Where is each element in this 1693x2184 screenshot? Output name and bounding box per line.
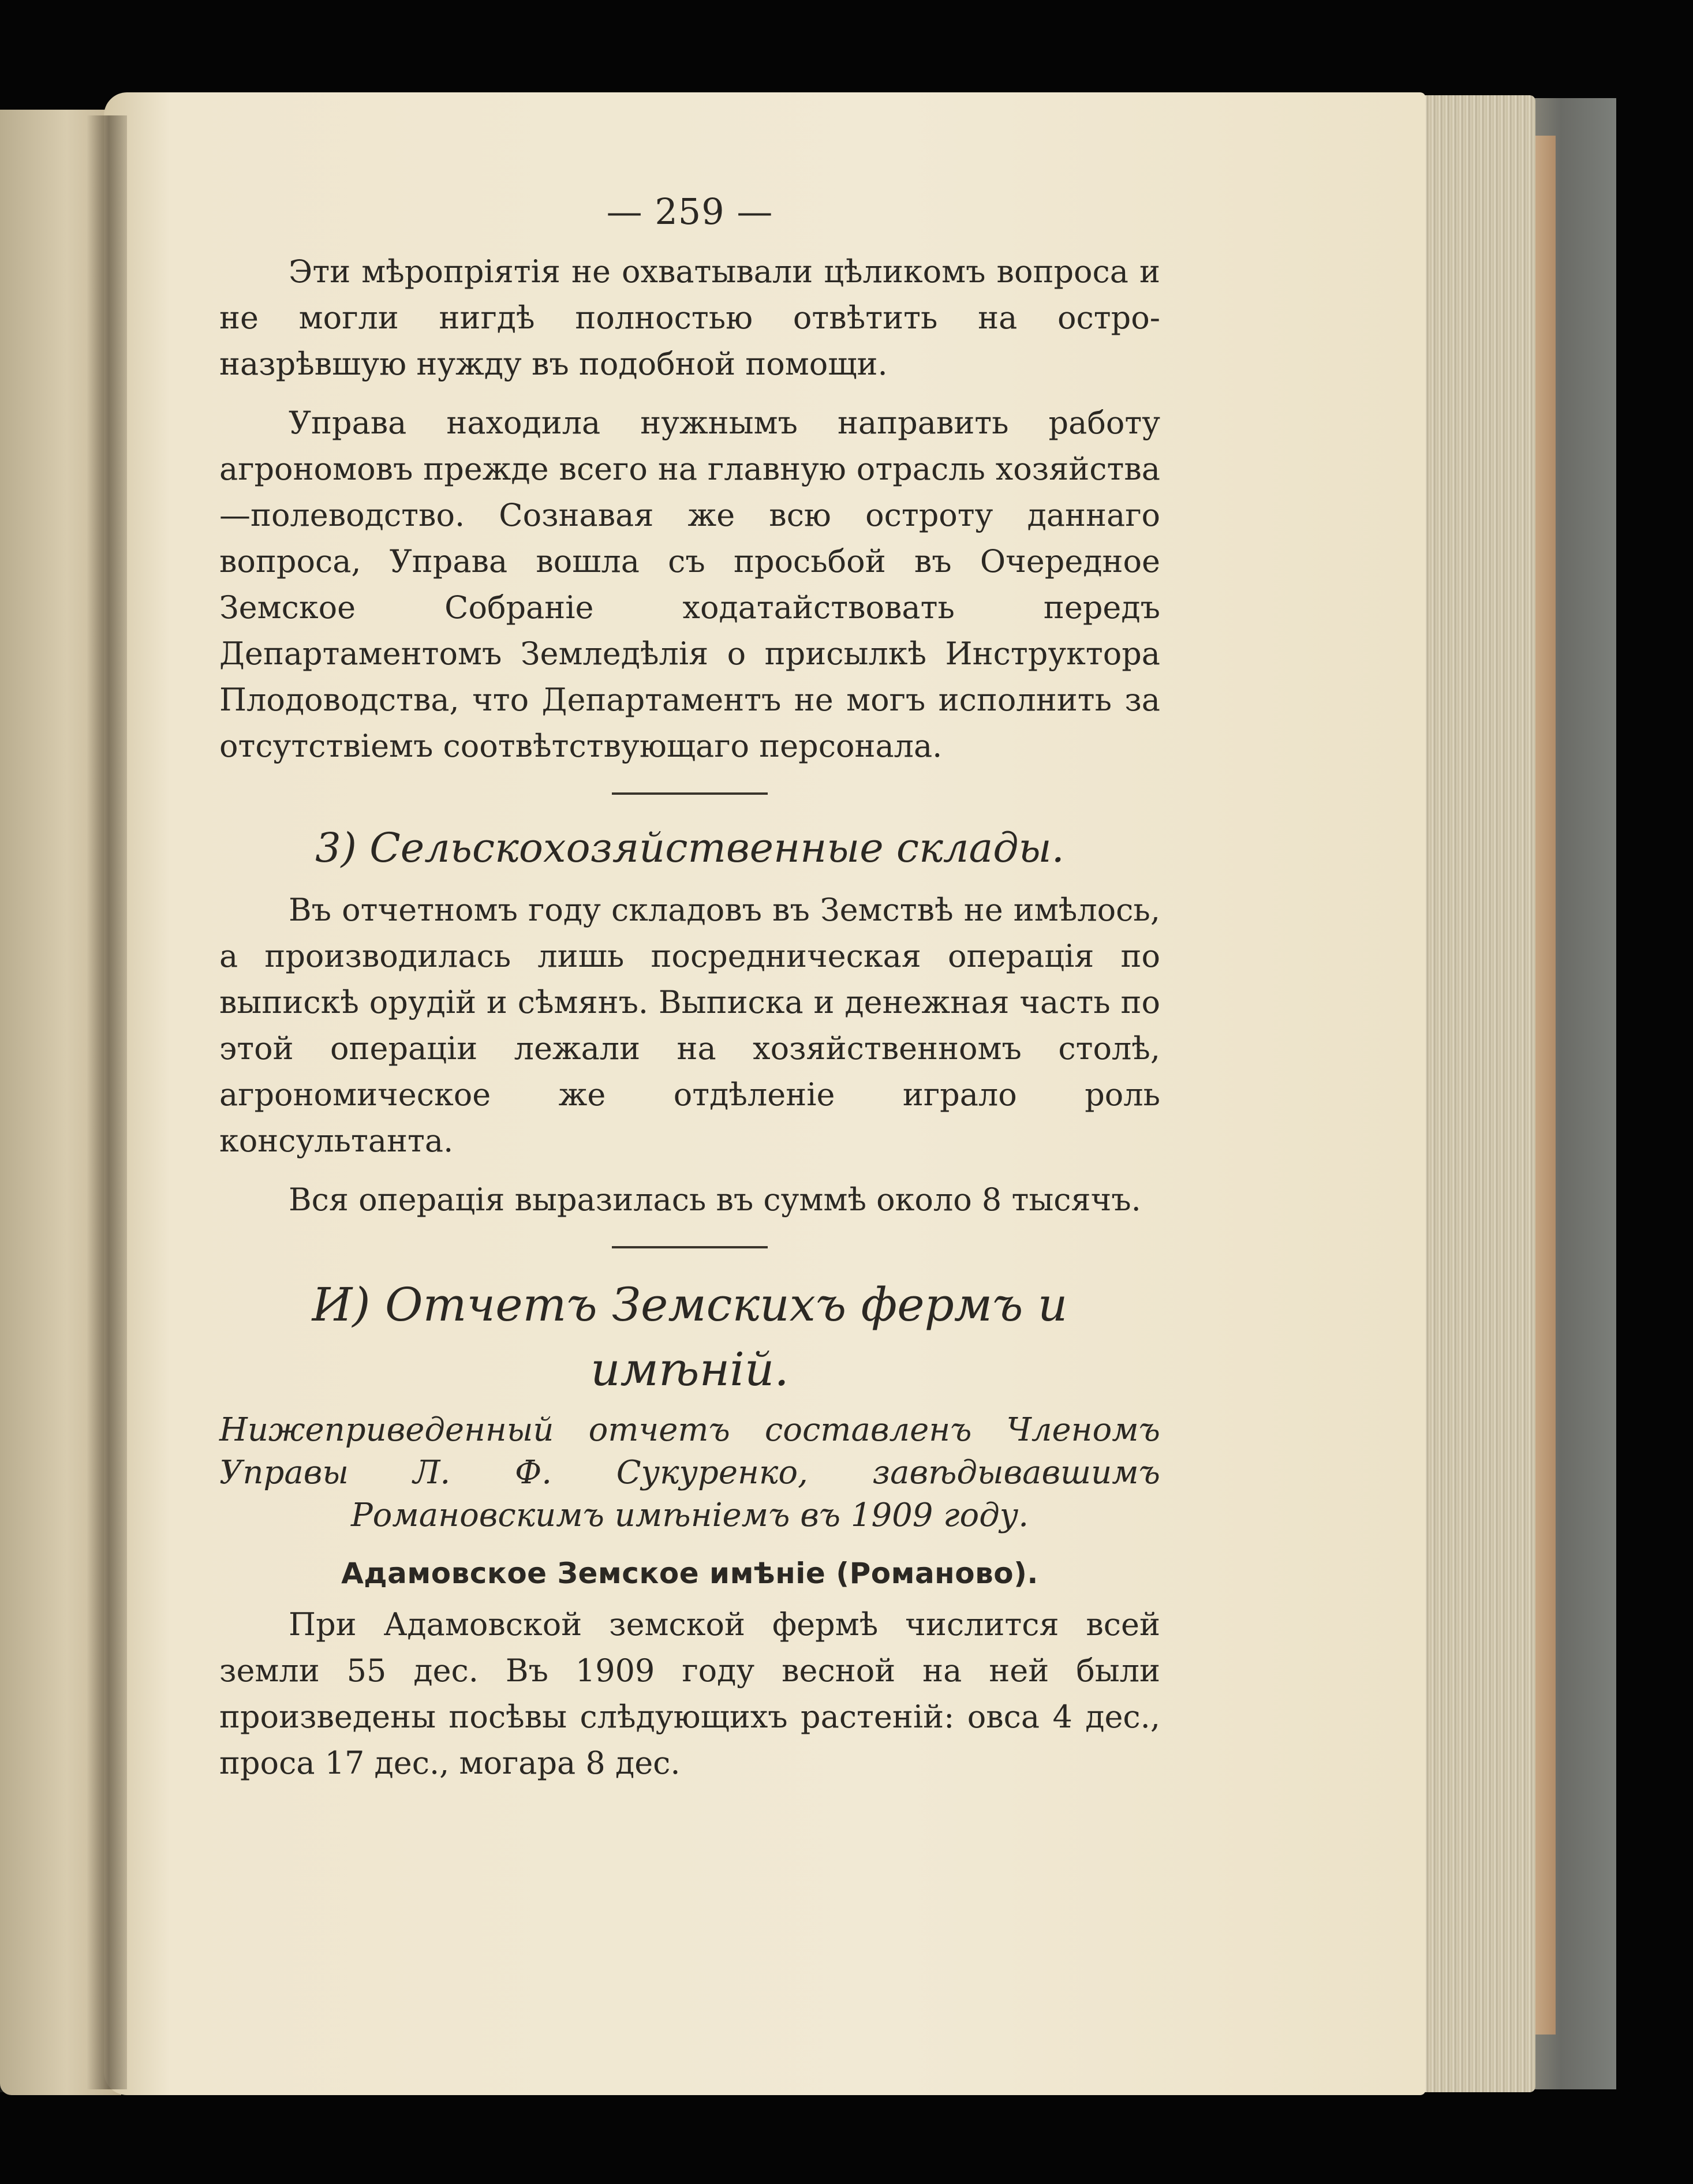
- section-divider: [612, 792, 768, 795]
- paragraph: Вся операція выразилась въ суммѣ около 8 тысячъ.: [289, 1181, 1141, 1218]
- subsection-heading: Адамовское Земское имѣніе (Романово).: [341, 1557, 1038, 1590]
- paragraph: Въ отчетномъ году складовъ въ Земствѣ не имѣлось, а производилась лишь посредническая операція по выпискѣ орудій и сѣмянъ. Выписка и денежная часть по этой операціи лежали на хозяйственномъ столѣ, агрономическое же отдѣленіе играло роль консультанта.: [219, 892, 1160, 1159]
- book-gutter-shadow: [87, 115, 127, 2089]
- cover-edge: [1533, 136, 1556, 2035]
- paragraph: Управа находила нужнымъ направить работу агрономовъ прежде всего на главную отрасль хозяйства—полеводство. Сознавая же всю остроту даннаго вопроса, Управа вошла съ просьбой въ Очередное Земское Собраніе ходатайствовать передъ Департаментомъ Земледѣлія о присылкѣ Инструктора Плодоводства, что Департаментъ не могъ исполнить за отсутствіемъ соотвѣтствующаго персонала.: [219, 405, 1160, 764]
- page-number: — 259 —: [606, 190, 773, 233]
- section-heading: И) Отчетъ Земскихъ фермъ и имѣній.: [312, 1278, 1068, 1396]
- section-divider: [612, 1246, 768, 1248]
- paragraph: При Адамовской земской фермѣ числится всей земли 55 дес. Въ 1909 году весной на ней были произведены посѣвы слѣдующихъ растеній: овса 4 дес., проса 17 дес., могара 8 дес.: [219, 1606, 1160, 1781]
- page-block-edges: [1408, 95, 1535, 2092]
- section-note: Нижеприведенный отчетъ составленъ Членомъ Управы Л. Ф. Сукуренко, завѣдывавшимъ Романовскимъ имѣніемъ въ 1909 году.: [219, 1411, 1160, 1534]
- page-text: [219, 190, 1160, 1799]
- section-heading: 3) Сельскохозяйственные склады.: [315, 824, 1064, 872]
- paragraph: Эти мѣропріятія не охватывали цѣликомъ вопроса и не могли нигдѣ полностью отвѣтить на остро-назрѣвшую нужду въ подобной помощи.: [219, 253, 1160, 382]
